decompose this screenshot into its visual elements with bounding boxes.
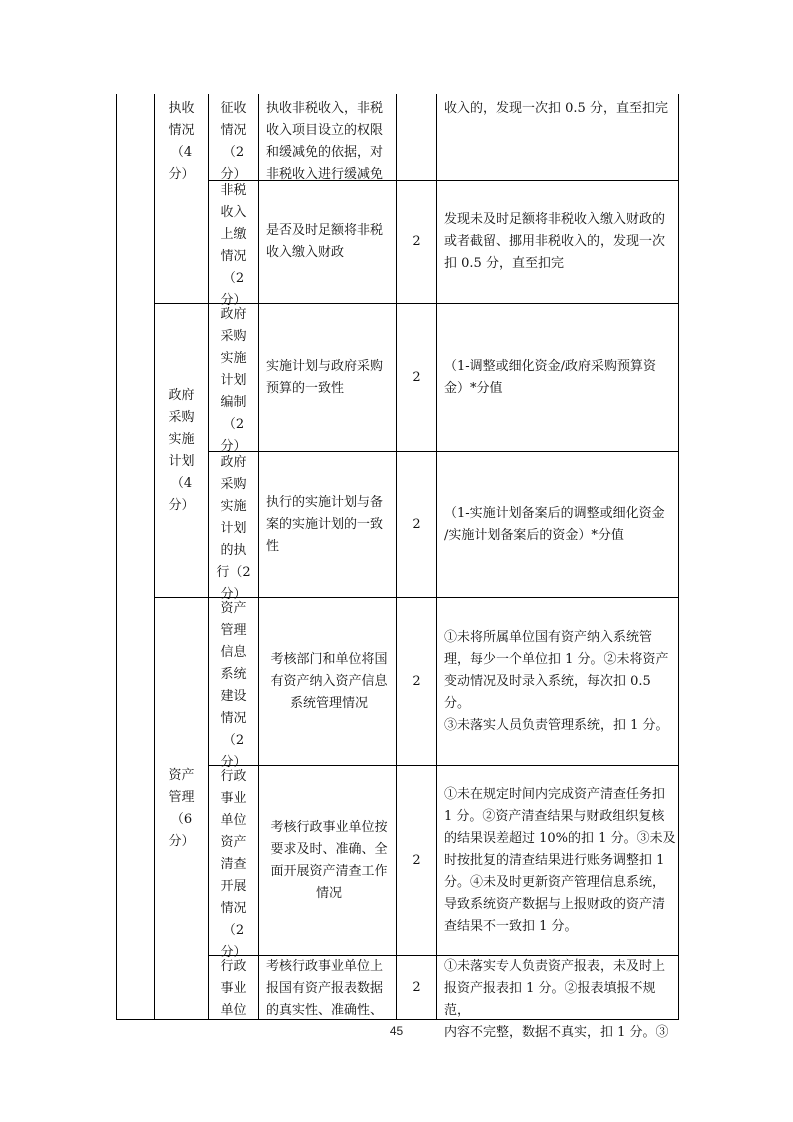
score-text-asset-report: 2 — [412, 979, 421, 995]
score-cell-plan-execution — [397, 452, 436, 597]
content-text-plan-compile: 实施计划与政府采购 预算的一致性 — [266, 358, 384, 396]
content-cell-levy: 执收非税收入，非税 收入项目设立的权限 和缓减免的依据，对 非税收入进行缓减免 — [266, 101, 384, 182]
table-border-right — [678, 94, 679, 1020]
indicator-cell-asset-audit: 行政 事业 单位 资产 清查 开展 情况 （2 分） — [220, 769, 247, 960]
col-divider-5 — [436, 94, 437, 1020]
indicator-cell-asset-system: 资产 管理 信息 系统 建设 情况 （2 分） — [220, 601, 247, 770]
score-text-plan-execution: 2 — [412, 516, 421, 532]
score-text-asset-audit: 2 — [412, 852, 421, 868]
criteria-cell-remittance — [444, 181, 676, 303]
criteria-cell-levy: 收入的，发现一次扣 0.5 分，直至扣完 — [444, 101, 668, 116]
table-border-left — [116, 94, 117, 1020]
page-number: 45 — [389, 1024, 404, 1038]
criteria-text-plan-execution: （1-实施计划备案后的调整或细化资金 /实施计划备案后的资金）*分值 — [444, 505, 665, 543]
criteria-cell-plan-execution — [444, 452, 676, 597]
criteria-text-remittance: 发现未及时足额将非税收入缴入财政的 或者截留、挪用非税收入的，发现一次 扣 0.5 分，直至扣完 — [444, 212, 666, 271]
content-cell-plan-execution — [266, 452, 394, 597]
score-text-remittance: 2 — [412, 234, 421, 249]
score-cell-asset-report — [397, 956, 436, 1019]
category-cell-collection: 执收 情况 （4 分） — [168, 101, 195, 182]
content-text-remittance: 是否及时足额将非税 收入缴入财政 — [266, 223, 384, 260]
criteria-cell-asset-audit — [444, 766, 678, 955]
criteria-text-asset-system: ①未将所属单位国有资产纳入系统管 理，每少一个单位扣 1 分。②未将资产 变动情况及时录入系统，每次扣 0.5 分。 ③未落实人员负责管理系统，扣 1 分。 — [444, 629, 669, 733]
indicator-cell-asset-report: 行政 事业 单位 — [220, 959, 247, 1018]
score-cell-asset-audit — [397, 766, 436, 955]
score-cell-plan-compile — [397, 304, 436, 451]
score-cell-remittance — [397, 181, 436, 303]
criteria-cell-asset-report: ①未落实专人负责资产报表，未及时上 报资产报表扣 1 分。②报表填报不规范， 内容不完整，数据不真实，扣 1 分。③ — [444, 959, 669, 1040]
criteria-cell-plan-compile — [444, 304, 676, 451]
col-divider-3 — [258, 94, 259, 1020]
criteria-cell-asset-system — [444, 598, 678, 765]
content-text-asset-system: 考核部门和单位将国 有资产纳入资产信息 系统管理情况 — [270, 651, 388, 711]
indicator-cell-plan-execution: 政府 采购 实施 计划 的执 行（2 分） — [216, 455, 251, 602]
indicator-cell-plan-compile: 政府 采购 实施 计划 编制 （2 分） — [220, 307, 247, 454]
score-text-asset-system: 2 — [412, 673, 421, 689]
criteria-text-asset-audit: ①未在规定时间内完成资产清查任务扣 1 分。②资产清查结果与财政组织复核 的结果误差超过 10%的扣 1 分。③未及 时按批复的清查结果进行账务调整扣 1 分。④未及时更新资产管理信息系统， 导致系统资产数据与上报财政的资产清 查结果不一致扣 1 分。 — [444, 786, 676, 934]
content-cell-asset-report: 考核行政事业单位上 报国有资产报表数据 的真实性、准确性、 — [266, 959, 384, 1018]
indicator-cell-levy: 征收 情况 （2 分） — [220, 101, 247, 182]
indicator-cell-remittance: 非税 收入 上缴 情况 （2 分） — [220, 183, 247, 308]
content-cell-remittance — [266, 181, 394, 303]
category-text-asset: 资产 管理 （6 分） — [168, 767, 195, 849]
score-cell-asset-system — [397, 598, 436, 765]
criteria-text-plan-compile: （1-调整或细化资金/政府采购预算资 金）*分值 — [444, 358, 657, 396]
content-text-asset-audit: 考核行政事业单位按 要求及时、准确、全 面开展资产清查工作 情况 — [270, 819, 388, 901]
content-text-plan-execution: 执行的实施计划与备 案的实施计划的一致 性 — [266, 494, 384, 554]
category-text-procurement: 政府 采购 实施 计划 （4 分） — [168, 387, 195, 513]
content-cell-asset-system — [262, 598, 396, 765]
category-cell-procurement — [155, 304, 208, 597]
score-text-plan-compile: 2 — [412, 369, 421, 385]
content-cell-asset-audit — [262, 766, 396, 955]
category-cell-asset — [155, 598, 208, 1019]
content-cell-plan-compile — [266, 304, 394, 451]
